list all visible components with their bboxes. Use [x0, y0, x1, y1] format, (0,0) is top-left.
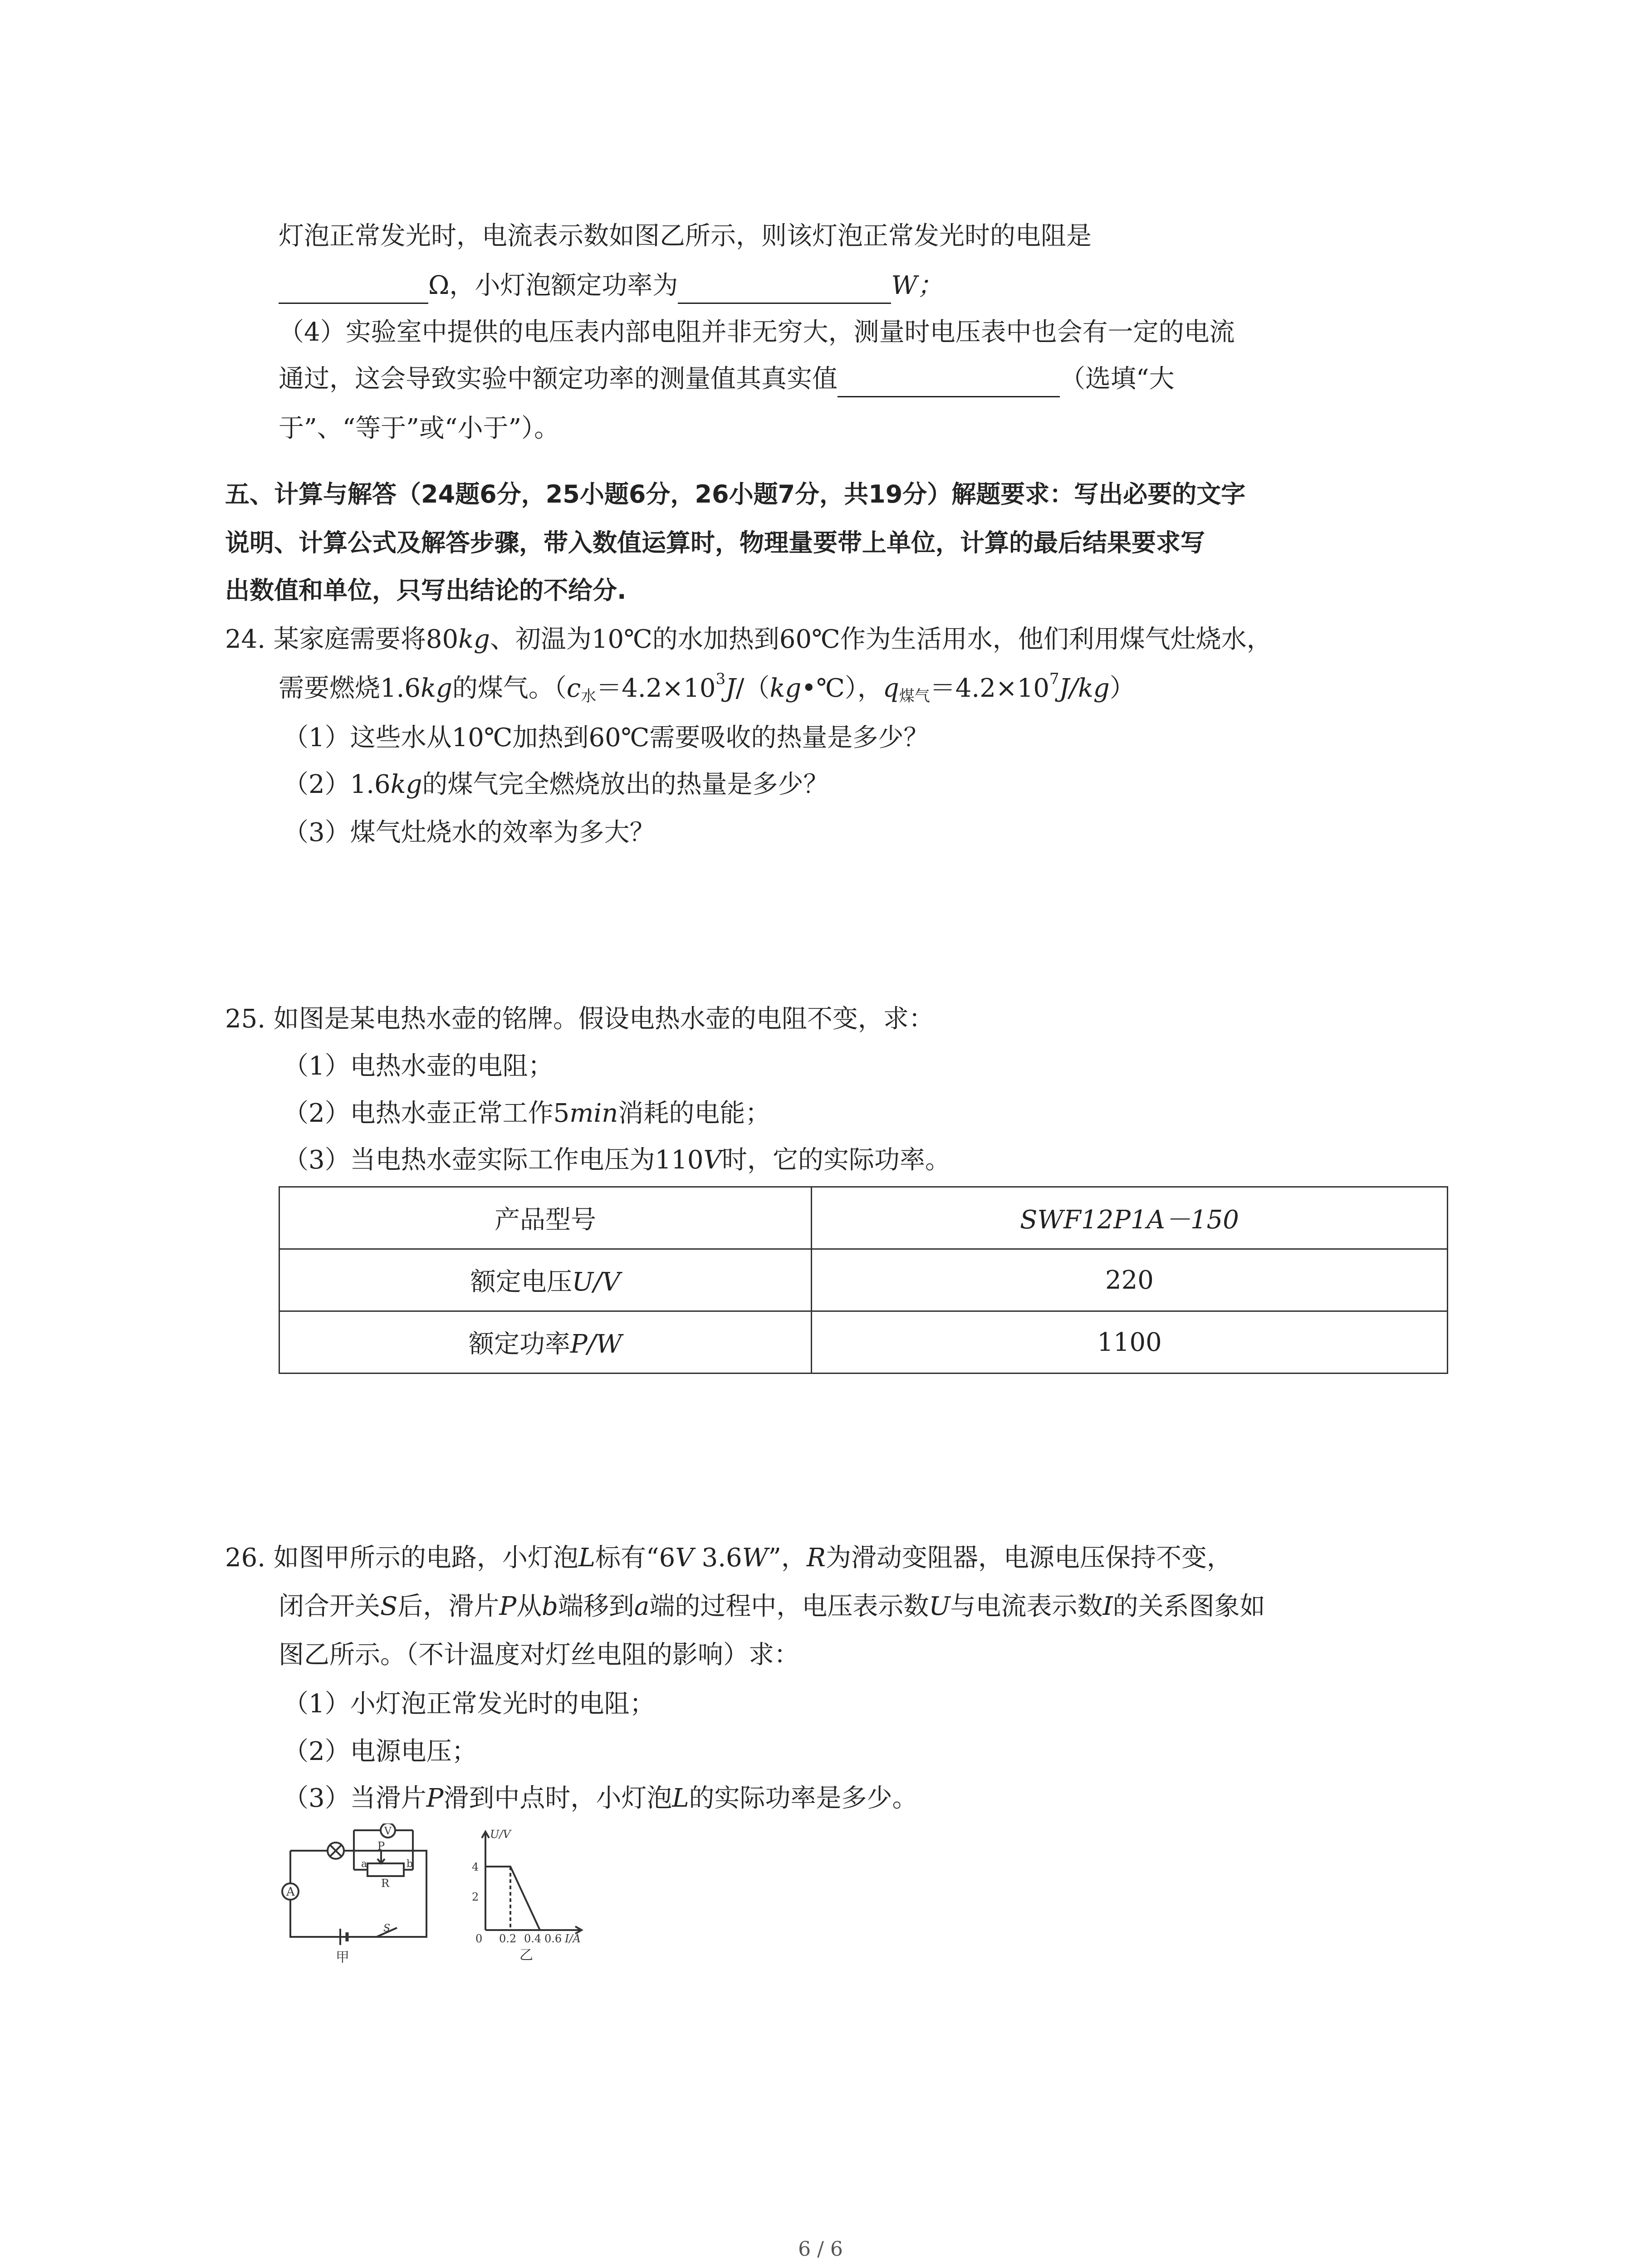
- text-line: 灯泡正常发光时，电流表示数如图乙所示，则该灯泡正常发光时的电阻是: [279, 221, 1092, 251]
- figure-yi-label: 乙: [519, 1947, 533, 1963]
- tick-label: 0.2: [499, 1932, 517, 1945]
- nameplate-table: [279, 1186, 1448, 1374]
- rheostat-icon: [367, 1863, 404, 1876]
- circuit-diagram: [282, 1823, 426, 1945]
- question-24: 24. 某家庭需要将80kg、初温为10℃的水加热到60℃作为生活用水，他们利用煤气灶烧水，: [225, 625, 1272, 654]
- i-axis-label: I/A: [565, 1932, 581, 1945]
- ui-graph: [482, 1832, 582, 1934]
- ui-curve: [485, 1867, 540, 1930]
- section-heading: 五、计算与解答（24题6分，25小题6分，26小题7分，共19分）解题要求：写出必要的文字: [225, 480, 1246, 508]
- table-row: [279, 1249, 1448, 1311]
- answer-blank[interactable]: [838, 369, 1060, 397]
- voltmeter-label: V: [384, 1826, 392, 1837]
- u-axis-label: U/V: [490, 1828, 511, 1841]
- answer-blank[interactable]: [678, 275, 891, 304]
- slider-label: P: [377, 1840, 385, 1853]
- question-26-line3: 图乙所示。（不计温度对灯丝电阻的影响）求：: [279, 1640, 799, 1670]
- sub-question: （2）1.6kg的煤气完全燃烧放出的热量是多少？: [283, 770, 829, 799]
- figure-jia-label: 甲: [336, 1950, 349, 1965]
- section-heading: 出数值和单位，只写出结论的不给分.: [225, 576, 627, 605]
- sub-question: （1）这些水从10℃加热到60℃需要吸收的热量是多少？: [283, 723, 929, 753]
- section-heading: 说明、计算公式及解答步骤，带入数值运算时，物理量要带上单位，计算的最后结果要求写: [225, 528, 1205, 557]
- sub-question: （3）当滑片P滑到中点时，小灯泡L的实际功率是多少。: [283, 1784, 918, 1813]
- tick-label: 0.4: [524, 1932, 542, 1945]
- table-cell: 220: [812, 1249, 1448, 1311]
- question-26-line2: 闭合开关S后，滑片P从b端移到a端的过程中，电压表示数U与电流表示数I的关系图象如: [279, 1592, 1265, 1621]
- text-line: 于”、“等于”或“小于”）。: [279, 414, 560, 443]
- table-cell: 产品型号: [279, 1187, 812, 1249]
- resistor-label: R: [381, 1877, 390, 1890]
- ammeter-label: A: [286, 1885, 295, 1899]
- table-cell: 额定电压U/V: [279, 1249, 812, 1311]
- page-number: 6 / 6: [798, 2238, 843, 2261]
- question-24-line2: 需要燃烧1.6kg的煤气。（$c_水=4.2\times 10^3J/(kg•℃)$，$q_{煤气}=4.2\times 10^7J/kg$）: [279, 670, 1135, 705]
- circuit-and-graph-figure: [272, 1823, 662, 1969]
- switch-label: S: [383, 1923, 391, 1934]
- table-cell: 1100: [812, 1311, 1448, 1374]
- sub-question: （3）当电热水壶实际工作电压为110V时，它的实际功率。: [283, 1145, 950, 1175]
- tick-label: 0.6: [544, 1932, 562, 1945]
- tick-label: 0: [475, 1932, 483, 1945]
- table-cell: 额定功率P/W: [279, 1311, 812, 1374]
- text-line: Ω，小灯泡额定功率为 W；: [279, 268, 943, 304]
- text-line: 通过，这会导致实验中额定功率的测量值其真实值 （选填“大: [279, 361, 1175, 397]
- sub-question: （1）小灯泡正常发光时的电阻；: [283, 1689, 655, 1719]
- table-row: [279, 1187, 1448, 1249]
- sub-question: （2）电源电压；: [283, 1737, 477, 1766]
- text-line: （4）实验室中提供的电压表内部电阻并非无穷大，测量时电压表中也会有一定的电流: [279, 318, 1235, 347]
- table-row: [279, 1311, 1448, 1374]
- sub-question: （1）电热水壶的电阻；: [283, 1051, 554, 1081]
- question-25: 25. 如图是某电热水壶的铭牌。假设电热水壶的电阻不变，求：: [225, 1004, 934, 1034]
- question-26: 26. 如图甲所示的电路，小灯泡L标有“6V 3.6W”，R为滑动变阻器，电源电压保持不变，: [225, 1543, 1232, 1573]
- tick-label: 2: [472, 1891, 479, 1903]
- terminal-b-label: b: [407, 1858, 413, 1870]
- sub-question: （3）煤气灶烧水的效率为多大？: [283, 818, 655, 847]
- terminal-a-label: a: [361, 1858, 367, 1870]
- tick-label: 4: [472, 1861, 479, 1873]
- table-cell: SWF12P1A－150: [812, 1187, 1448, 1249]
- answer-blank[interactable]: [279, 275, 428, 304]
- sub-question: （2）电热水壶正常工作5min消耗的电能；: [283, 1099, 771, 1128]
